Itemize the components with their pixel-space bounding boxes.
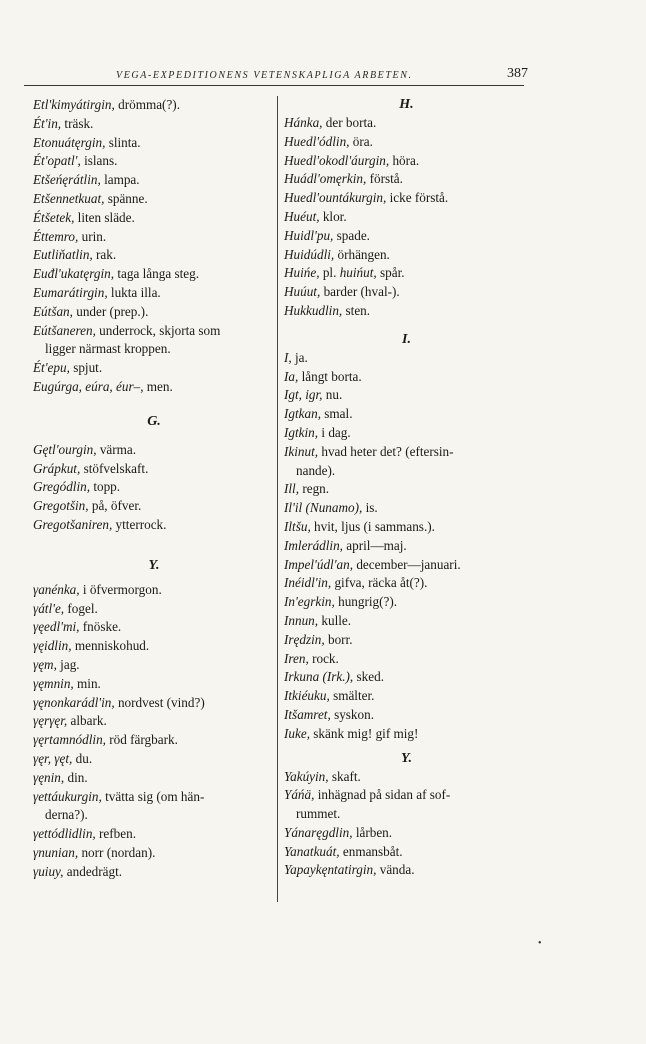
headword: γátl'e, <box>33 600 65 616</box>
headword: Huidúdli, <box>284 246 335 262</box>
definition: menniskohud. <box>71 638 150 654</box>
definition: under (prep.). <box>72 303 149 319</box>
definition: spår. <box>376 265 405 281</box>
headword: Étšetek, <box>33 209 75 225</box>
dictionary-entry <box>284 824 529 843</box>
headword: γnunian, <box>33 844 79 860</box>
headword: Yáńä, <box>284 787 315 803</box>
headword: Irędzin, <box>284 631 325 647</box>
definition: slinta. <box>105 134 141 150</box>
definition: klor. <box>319 208 347 224</box>
headword: Grápkut, <box>33 460 81 476</box>
headword: Etonuátęrgin, <box>33 134 106 150</box>
headword: Huéut, <box>284 208 320 224</box>
column-divider <box>277 96 278 902</box>
headword: γuiuy, <box>33 863 64 879</box>
definition: träsk. <box>61 115 94 131</box>
definition: nu. <box>322 387 343 403</box>
dictionary-entry <box>284 786 529 824</box>
definition: enmansbåt. <box>339 843 403 859</box>
headword: Yánaręgdlin, <box>284 824 353 840</box>
headword: Il'il (Nunamo), <box>284 500 363 516</box>
headword: Huidl'pu, <box>284 227 334 243</box>
dictionary-entry <box>33 322 275 360</box>
definition: spänne. <box>104 190 148 206</box>
headword: Huińe, <box>284 265 320 281</box>
definition-continuation: ligger närmast kroppen. <box>45 341 171 357</box>
headword: γęedl'mi, <box>33 619 80 635</box>
headword: Gregódlin, <box>33 479 91 495</box>
dictionary-entry <box>284 556 529 575</box>
definition: lårben. <box>352 824 393 840</box>
dictionary-entry <box>33 497 275 516</box>
dictionary-entry <box>284 349 529 368</box>
dictionary-entry <box>284 537 529 556</box>
headword: Eútšaneren, <box>33 322 96 338</box>
definition: ja. <box>291 349 308 365</box>
definition: hvit, ljus (i sammans.). <box>310 518 435 534</box>
dictionary-entry <box>33 656 275 675</box>
dictionary-entry <box>284 283 529 302</box>
headword: Ét'opatl', <box>33 153 81 169</box>
dictionary-entry <box>33 788 275 826</box>
dictionary-entry <box>33 441 275 460</box>
section-heading: H. <box>399 97 414 112</box>
definition: gifva, räcka åt(?). <box>331 575 428 591</box>
dictionary-entry <box>284 246 529 265</box>
definition: andedrägt. <box>63 863 123 879</box>
definition-continuation: derna?). <box>45 807 88 823</box>
headword: Gregotšaniren, <box>33 516 113 532</box>
headword: Eumarátirgin, <box>33 284 108 300</box>
definition: april—maj. <box>342 537 407 553</box>
headword: Euđl'ukatęrgin, <box>33 266 115 282</box>
definition: topp. <box>90 479 121 495</box>
headword: Igtkin, <box>284 424 319 440</box>
dictionary-entry <box>33 637 275 656</box>
dictionary-entry <box>33 209 275 228</box>
definition: höra. <box>389 152 420 168</box>
definition: förstå. <box>366 171 403 187</box>
definition: barder (hval-). <box>320 284 400 300</box>
headword: Itšamret, <box>284 706 331 722</box>
headword: γęm, <box>33 656 57 672</box>
headword: Igtkan, <box>284 406 321 422</box>
definition: stöfvelskaft. <box>80 460 149 476</box>
dictionary-entry <box>33 265 275 284</box>
dictionary-entry <box>284 574 529 593</box>
headword: γettáukurgin, <box>33 788 102 804</box>
dictionary-entry <box>284 133 529 152</box>
definition: fnöske. <box>79 619 122 635</box>
headword: γęidlin, <box>33 638 72 654</box>
left-column <box>33 96 275 881</box>
headword: Yakúyin, <box>284 768 329 784</box>
dictionary-entry <box>284 612 529 631</box>
spacer <box>33 397 275 413</box>
definition: nordvest (vind?) <box>114 694 205 710</box>
dictionary-entry <box>33 675 275 694</box>
headword: Éttemro, <box>33 228 79 244</box>
definition: du. <box>72 750 93 766</box>
headword: Hukkudlin, <box>284 302 343 318</box>
definition: smälter. <box>329 688 375 704</box>
dictionary-entry <box>33 228 275 247</box>
definition: spjut. <box>69 360 103 376</box>
dictionary-entry <box>284 368 529 387</box>
definition: underrock, skjorta som <box>95 322 221 338</box>
dictionary-entry <box>33 115 275 134</box>
headword: Yapaykęntatirgin, <box>284 862 377 878</box>
definition: sked. <box>353 669 384 685</box>
headword: Eútšan, <box>33 303 73 319</box>
spacer <box>284 321 529 331</box>
definition: rock. <box>308 650 339 666</box>
definition: is. <box>362 500 378 516</box>
headword: Imlerádlin, <box>284 537 343 553</box>
dictionary-entry <box>284 114 529 133</box>
definition: din. <box>64 769 88 785</box>
definition: öra. <box>349 133 373 149</box>
definition: skänk mig! gif mig! <box>310 725 419 741</box>
definition: sten. <box>342 302 371 318</box>
definition: hungrig(?). <box>334 594 398 610</box>
spacer <box>33 535 275 551</box>
headword: Etšennetkuat, <box>33 190 105 206</box>
definition: norr (nordan). <box>78 844 156 860</box>
headword: Impel'údl'an, <box>284 556 354 572</box>
dictionary-entry <box>33 750 275 769</box>
dictionary-entry <box>33 863 275 882</box>
dictionary-entry <box>284 706 529 725</box>
dictionary-entry <box>284 424 529 443</box>
dictionary-entry <box>284 302 529 321</box>
dictionary-entry <box>33 96 275 115</box>
definition: spade. <box>333 227 370 243</box>
dictionary-entry <box>284 264 529 283</box>
definition: liten släde. <box>74 209 135 225</box>
page-number: 387 <box>507 66 528 81</box>
dictionary-entry <box>284 725 529 744</box>
dictionary-entry <box>284 593 529 612</box>
headword: Huádl'omęrkin, <box>284 171 367 187</box>
definition: i dag. <box>318 424 351 440</box>
headword: γęmnin, <box>33 675 74 691</box>
definition: der borta. <box>322 115 377 130</box>
page-header <box>0 64 646 86</box>
dictionary-entry <box>33 769 275 788</box>
definition: ytterrock. <box>112 516 167 532</box>
headword: Iren, <box>284 650 309 666</box>
dictionary-entry <box>284 687 529 706</box>
section-heading: G. <box>147 413 161 429</box>
section-heading: Y. <box>400 750 412 766</box>
headword: Eugúrga, eúra, éur–, <box>33 378 144 394</box>
headword: Innun, <box>284 612 319 628</box>
dictionary-entry <box>284 152 529 171</box>
definition: refben. <box>95 826 136 842</box>
definition: albark. <box>67 713 107 729</box>
headword-plural: huińut, <box>339 265 377 281</box>
right-column <box>284 96 529 880</box>
dictionary-entry <box>284 650 529 669</box>
dictionary-entry <box>33 171 275 190</box>
headword: Ikinut, <box>284 443 319 459</box>
definition-continuation: nande). <box>296 462 336 478</box>
dictionary-entry <box>284 443 529 481</box>
dictionary-entry <box>33 134 275 153</box>
headword: Ét'in, <box>33 115 62 131</box>
headword: γettódlidlin, <box>33 826 96 842</box>
dictionary-entry <box>284 208 529 227</box>
dictionary-entry <box>33 460 275 479</box>
definition: tvätta sig (om hän- <box>101 788 205 804</box>
dictionary-entry <box>33 284 275 303</box>
headword: Gętl'ourgin, <box>33 441 97 457</box>
headword: Huedl'ountákurgin, <box>284 190 387 206</box>
dictionary-entry <box>33 731 275 750</box>
headword: Gregotšin, <box>33 498 89 514</box>
dictionary-entry <box>284 480 529 499</box>
headword: Hánka, <box>284 115 323 130</box>
headword: Huúut, <box>284 284 321 300</box>
dictionary-entry <box>33 246 275 265</box>
headword: Eutliňatlin, <box>33 247 93 263</box>
headword: γęrtamnódlin, <box>33 732 106 748</box>
definition: i öfvermorgon. <box>79 581 162 597</box>
headword: Irkuna (Irk.), <box>284 669 354 685</box>
definition: taga långa steg. <box>114 266 200 282</box>
definition: rak. <box>92 247 117 263</box>
definition: pl. <box>319 265 340 281</box>
definition: drömma(?). <box>114 97 180 112</box>
headword: γęnonkarádl'in, <box>33 694 115 710</box>
definition: regn. <box>299 481 330 497</box>
dictionary-entry <box>33 600 275 619</box>
definition: på, öfver. <box>88 498 142 514</box>
headword: Iltšu, <box>284 518 311 534</box>
headword: Igt, igr, <box>284 387 323 403</box>
dictionary-entry <box>33 152 275 171</box>
headword: γęr, γęt, <box>33 750 73 766</box>
dictionary-entry <box>33 478 275 497</box>
dictionary-entry <box>33 712 275 731</box>
dictionary-entry <box>33 581 275 600</box>
dictionary-entry <box>284 843 529 862</box>
headword: γęrγęr, <box>33 713 68 729</box>
definition: december—januari. <box>353 556 461 572</box>
headword: Itkiéuku, <box>284 688 330 704</box>
definition: borr. <box>324 631 353 647</box>
definition: inhägnad på sidan af sof- <box>314 787 451 803</box>
headword: I, <box>284 349 292 365</box>
headword: Huedl'okodl'áurgin, <box>284 152 390 168</box>
definition: jag. <box>56 656 80 672</box>
headword: Ill, <box>284 481 300 497</box>
definition: islans. <box>80 153 118 169</box>
section-heading: Y. <box>148 557 160 573</box>
definition: hvad heter det? (eftersin- <box>318 443 454 459</box>
definition: icke förstå. <box>386 190 449 206</box>
definition: värma. <box>96 441 137 457</box>
section-heading: I. <box>402 331 411 347</box>
dictionary-entry <box>33 844 275 863</box>
definition: urin. <box>78 228 107 244</box>
dictionary-entry <box>284 668 529 687</box>
spacer <box>33 431 275 441</box>
headword: Yanatkuát, <box>284 843 340 859</box>
dictionary-entry <box>33 516 275 535</box>
definition: syskon. <box>330 706 374 722</box>
dictionary-entry <box>33 378 275 397</box>
dictionary-entry <box>284 386 529 405</box>
dictionary-entry <box>284 861 529 880</box>
definition: örhängen. <box>334 246 390 262</box>
definition-continuation: rummet. <box>296 806 341 822</box>
definition: men. <box>143 378 173 394</box>
dictionary-entry <box>33 618 275 637</box>
headword: γęnin, <box>33 769 65 785</box>
definition: kulle. <box>318 612 352 628</box>
running-title: VEGA-EXPEDITIONENS VETENSKAPLIGA ARBETEN. <box>116 70 413 81</box>
dictionary-entry <box>33 303 275 322</box>
headword: γanénka, <box>33 581 80 597</box>
dictionary-entry <box>284 170 529 189</box>
headword: Ét'epu, <box>33 360 70 376</box>
dictionary-entry <box>284 499 529 518</box>
dictionary-entry <box>284 227 529 246</box>
dictionary-entry <box>284 518 529 537</box>
definition: lampa. <box>100 172 140 188</box>
dictionary-entry <box>33 190 275 209</box>
headword: Ia, <box>284 368 299 384</box>
dictionary-entry <box>33 694 275 713</box>
header-rule <box>24 85 524 86</box>
definition: fogel. <box>64 600 98 616</box>
headword: Iuke, <box>284 725 310 741</box>
dictionary-entry <box>284 405 529 424</box>
definition: långt borta. <box>298 368 362 384</box>
dictionary-entry <box>284 189 529 208</box>
definition: röd färgbark. <box>105 732 178 748</box>
headword: Etl'kimyátirgin, <box>33 97 115 112</box>
print-mark: • <box>538 938 542 949</box>
definition: smal. <box>321 406 353 422</box>
dictionary-entry <box>33 825 275 844</box>
definition: lukta illa. <box>107 284 161 300</box>
headword: Inéidl'in, <box>284 575 332 591</box>
headword: Etšeńęrátlin, <box>33 172 101 188</box>
definition: skaft. <box>328 768 361 784</box>
dictionary-entry <box>284 631 529 650</box>
definition: min. <box>73 675 101 691</box>
definition: vända. <box>376 862 415 878</box>
dictionary-entry <box>284 768 529 787</box>
dictionary-entry <box>33 359 275 378</box>
headword: In'egrkin, <box>284 594 335 610</box>
headword: Huedl'ódlin, <box>284 133 350 149</box>
